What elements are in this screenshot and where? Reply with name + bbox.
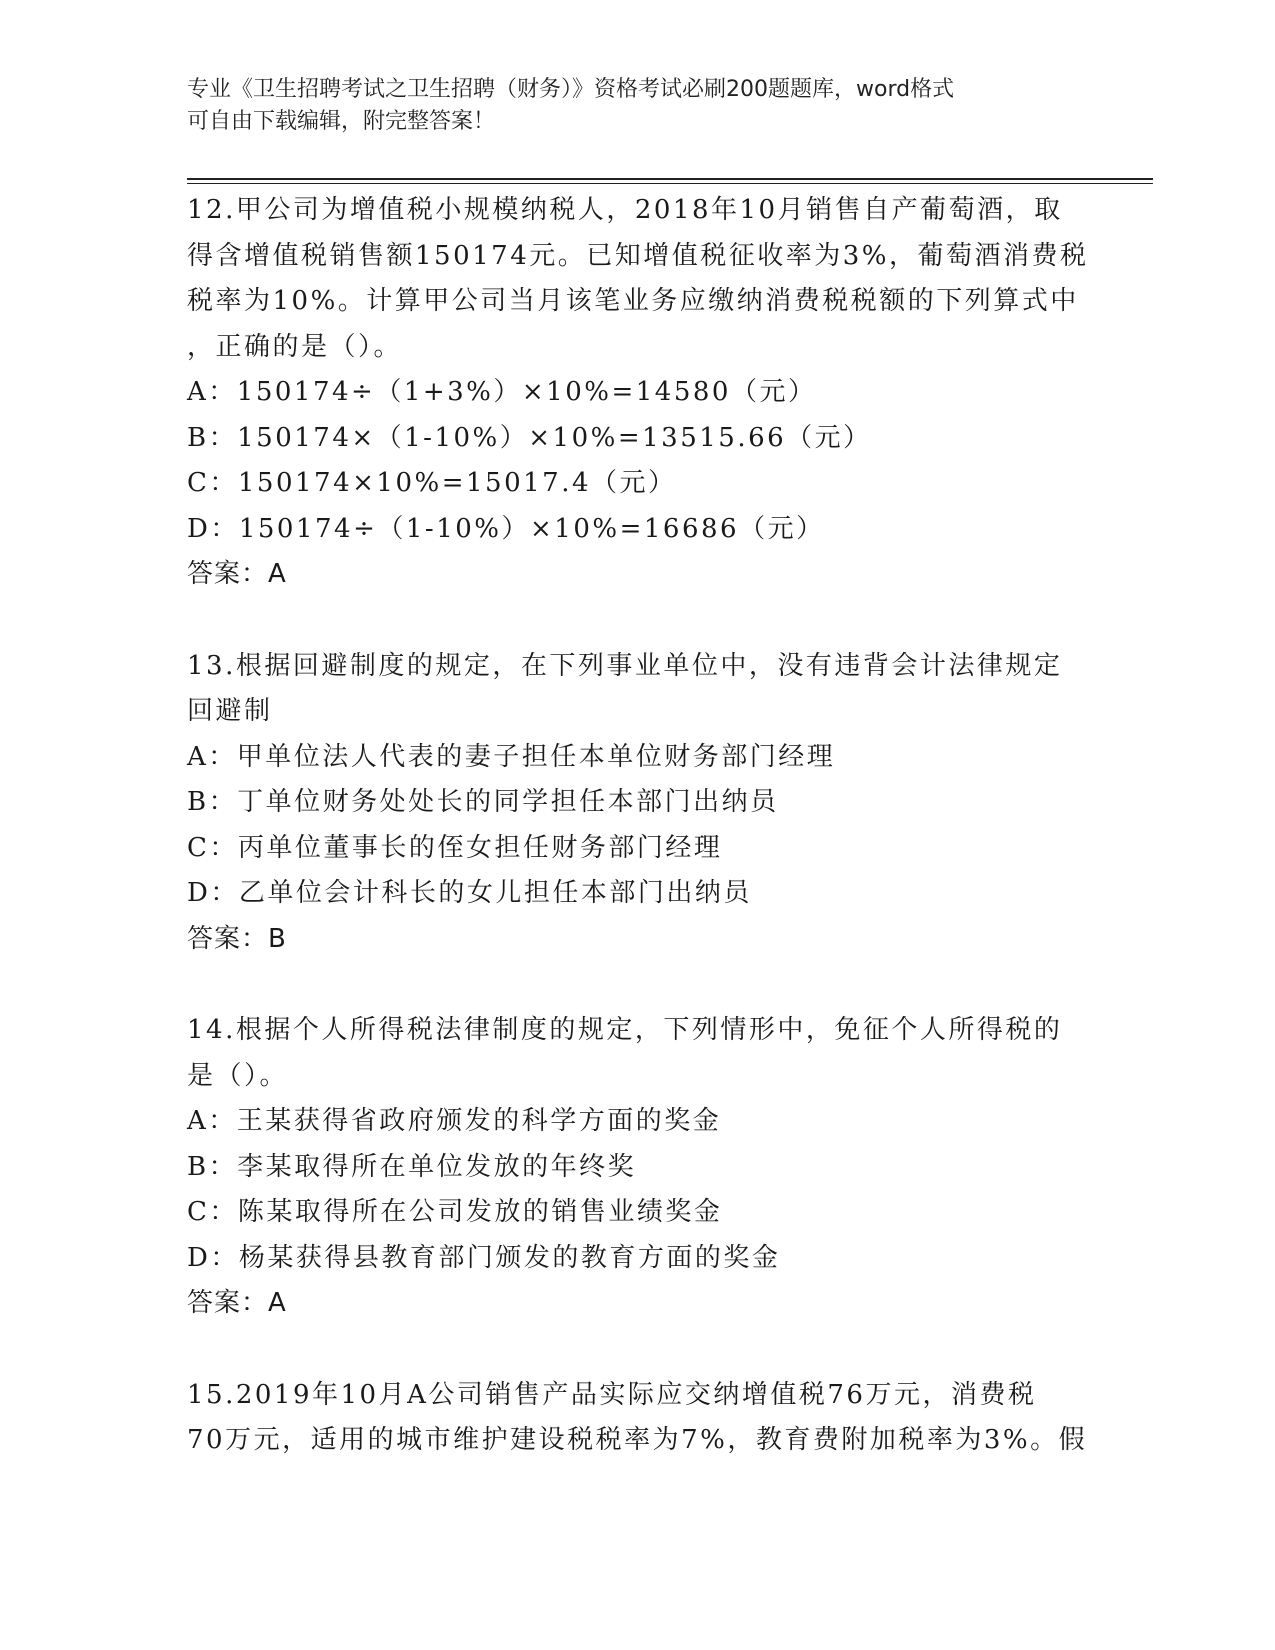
- header-divider-thick: [187, 178, 1153, 180]
- answer-text: 答案：A: [187, 559, 287, 589]
- option-b: B：丁单位财务处处长的同学担任本部门出纳员: [187, 787, 779, 817]
- question-text-line: 15.2019年10月A公司销售产品实际应交纳增值税76万元，消费税: [187, 1379, 1037, 1410]
- question-14: [187, 1008, 1087, 1327]
- question-13: [187, 644, 1087, 963]
- question-text-line: 70万元，适用的城市维护建设税税率为7%，教育费附加税率为3%。假: [187, 1425, 1088, 1455]
- header-line-2: 可自由下载编辑，附完整答案！: [187, 109, 496, 134]
- question-spacer: [187, 1327, 1087, 1373]
- answer-text: 答案：A: [187, 1288, 287, 1318]
- question-text-line: 是（）。: [187, 1060, 289, 1091]
- option-c: C：150174×10%=15017.4（元）: [187, 468, 677, 498]
- question-text-line: ，正确的是（）。: [187, 331, 403, 362]
- option-d: D：150174÷（1-10%）×10%=16686（元）: [187, 513, 825, 544]
- question-text-line: 得含增值税销售额150174元。已知增值税征收率为3%，葡萄酒消费税: [187, 240, 1089, 271]
- header-divider-thin: [187, 183, 1153, 184]
- question-text-line: 13.根据回避制度的规定，在下列事业单位中，没有违背会计法律规定: [187, 650, 1063, 681]
- option-a: A：甲单位法人代表的妻子担任本单位财务部门经理: [187, 741, 836, 772]
- question-text-line: 12.甲公司为增值税小规模纳税人，2018年10月销售自产葡萄酒，取: [187, 195, 1063, 225]
- option-a: A：王某获得省政府颁发的科学方面的奖金: [187, 1106, 722, 1136]
- option-c: C：陈某取得所在公司发放的销售业绩奖金: [187, 1197, 723, 1227]
- document-header: [187, 74, 1087, 138]
- question-spacer: [187, 962, 1087, 1008]
- question-text-line: 14.根据个人所得税法律制度的规定，下列情形中，免征个人所得税的: [187, 1015, 1063, 1045]
- option-d: D：乙单位会计科长的女儿担任本部门出纳员: [187, 878, 752, 908]
- option-b: B：150174×（1-10%）×10%=13515.66（元）: [187, 422, 872, 453]
- option-c: C：丙单位董事长的侄女担任财务部门经理: [187, 832, 723, 863]
- question-15: [187, 1373, 1087, 1464]
- question-list: [187, 188, 1087, 1464]
- option-d: D：杨某获得县教育部门颁发的教育方面的奖金: [187, 1242, 781, 1273]
- option-a: A：150174÷（1+3%）×10%=14580（元）: [187, 377, 817, 407]
- question-12: [187, 188, 1087, 598]
- answer-text: 答案：B: [187, 923, 287, 954]
- header-line-1: 专业《卫生招聘考试之卫生招聘（财务）》资格考试必刷200题题库，word格式: [187, 77, 955, 102]
- option-b: B：李某取得所在单位发放的年终奖: [187, 1151, 637, 1182]
- question-spacer: [187, 598, 1087, 644]
- question-text-line: 税率为10%。计算甲公司当月该笔业务应缴纳消费税税额的下列算式中: [187, 286, 1079, 316]
- question-text-line: 回避制: [187, 696, 273, 726]
